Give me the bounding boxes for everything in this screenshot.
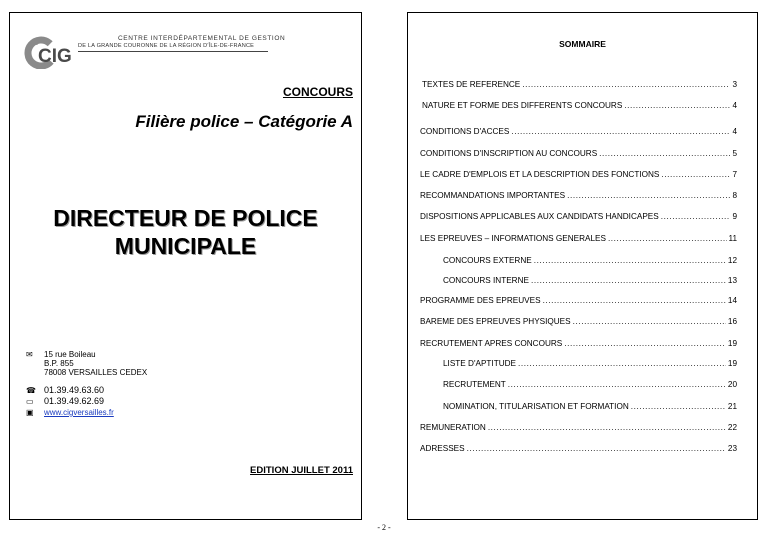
toc-entry-cadre-emplois[interactable] (420, 170, 737, 179)
toc-page-number: 11 (728, 234, 737, 243)
toc-leader (543, 296, 726, 305)
toc-leader (661, 212, 731, 221)
toc-page-number: 22 (727, 423, 737, 432)
toc-leader (573, 317, 726, 326)
address-line-1: 15 rue Boileau (44, 350, 96, 359)
toc-label: NATURE ET FORME DES DIFFERENTS CONCOURS (422, 101, 623, 110)
filiere-heading: Filière police – Catégorie A (135, 112, 353, 131)
toc-page-number: 21 (727, 402, 737, 411)
toc-entry-conditions-acces[interactable] (420, 127, 737, 136)
mail-icon: ✉ (26, 350, 33, 359)
main-title-line-1: DIRECTEUR DE POLICE (53, 205, 318, 231)
toc-page-number: 4 (732, 101, 737, 110)
toc-page-number: 3 (732, 80, 737, 89)
edition-label: EDITION JUILLET 2011 (250, 465, 353, 476)
toc-entry-epreuves-info[interactable] (420, 234, 737, 243)
toc-entry-programme[interactable] (420, 296, 737, 305)
website-link[interactable]: www.cigversailles.fr (44, 408, 114, 417)
toc-entry-nomination[interactable] (443, 402, 737, 411)
computer-icon: ▣ (26, 408, 34, 417)
toc-entry-textes[interactable] (422, 80, 737, 89)
toc-entry-recrutement[interactable] (443, 380, 737, 389)
toc-label: RECOMMANDATIONS IMPORTANTES (420, 191, 566, 200)
toc-label: TEXTES DE REFERENCE (422, 80, 521, 89)
toc-page-number: 14 (727, 296, 737, 305)
toc-label: RECRUTEMENT (443, 380, 506, 389)
toc-page-number: 19 (727, 339, 737, 348)
toc-entry-concours-interne[interactable] (443, 276, 737, 285)
sommaire-heading: SOMMAIRE (559, 39, 606, 49)
toc-entry-liste-aptitude[interactable] (443, 359, 737, 368)
toc-label: REMUNERATION (420, 423, 486, 432)
toc-leader (488, 423, 726, 432)
toc-leader (467, 444, 726, 453)
toc-label: CONDITIONS D'ACCES (420, 127, 510, 136)
toc-leader (599, 149, 730, 158)
main-title (10, 204, 361, 260)
toc-leader (511, 127, 730, 136)
toc-entry-conditions-inscription[interactable] (420, 149, 737, 158)
toc-leader (624, 101, 730, 110)
toc-leader (531, 276, 726, 285)
toc-leader (631, 402, 726, 411)
toc-label: BAREME DES EPREUVES PHYSIQUES (420, 317, 571, 326)
concours-heading: CONCOURS (282, 85, 353, 99)
toc-page-number: 16 (727, 317, 737, 326)
phone-number: 01.39.49.63.60 (44, 385, 105, 395)
toc-leader (508, 380, 726, 389)
toc-leader (567, 191, 730, 200)
toc-leader (564, 339, 726, 348)
right-page (407, 12, 758, 520)
toc-label: LISTE D'APTITUDE (443, 359, 516, 368)
address-line-2: B.P. 855 (44, 359, 74, 368)
toc-label: PROGRAMME DES EPREUVES (420, 296, 541, 305)
toc-page-number: 8 (732, 191, 737, 200)
toc-leader (518, 359, 726, 368)
toc-page-number: 7 (732, 170, 737, 179)
toc-entry-concours-externe[interactable] (443, 256, 737, 265)
toc-leader (522, 80, 730, 89)
main-title-line-2: MUNICIPALE (114, 233, 257, 259)
org-line-2: DE LA GRANDE COURONNE DE LA RÉGION D'ÎLE-DE-FRANCE (78, 43, 255, 49)
toc-leader (661, 170, 730, 179)
toc-page-number: 23 (727, 444, 737, 453)
toc-label: RECRUTEMENT APRES CONCOURS (420, 339, 563, 348)
toc-page-number: 5 (732, 149, 737, 158)
toc-label: CONCOURS EXTERNE (443, 256, 532, 265)
toc-entry-recommandations[interactable] (420, 191, 737, 200)
toc-label: CONDITIONS D'INSCRIPTION AU CONCOURS (420, 149, 598, 158)
cig-logo (24, 33, 72, 69)
toc-page-number: 4 (732, 127, 737, 136)
toc-label: ADRESSES (420, 444, 465, 453)
toc-page-number: 9 (732, 212, 737, 221)
toc-page-number: 13 (727, 276, 737, 285)
org-line-1: CENTRE INTERDÉPARTEMENTAL DE GESTION (118, 35, 286, 42)
toc-entry-nature[interactable] (422, 101, 737, 110)
toc-label: DISPOSITIONS APPLICABLES AUX CANDIDATS HANDICAPES (420, 212, 659, 221)
toc-leader (608, 234, 727, 243)
toc-entry-bareme[interactable] (420, 317, 737, 326)
logo-text: CIG (38, 46, 72, 67)
toc-leader (534, 256, 726, 265)
toc-page-number: 20 (727, 380, 737, 389)
toc-entry-remuneration[interactable] (420, 423, 737, 432)
toc-entry-adresses[interactable] (420, 444, 737, 453)
phone-icon: ☎ (26, 386, 36, 395)
toc-label: LE CADRE D'EMPLOIS ET LA DESCRIPTION DES FONCTIONS (420, 170, 660, 179)
left-page (9, 12, 362, 520)
page-number: - 2 - (377, 523, 391, 532)
toc-entry-recrutement-apres[interactable] (420, 339, 737, 348)
toc-label: NOMINATION, TITULARISATION ET FORMATION (443, 402, 629, 411)
toc-label: CONCOURS INTERNE (443, 276, 529, 285)
org-divider (78, 51, 268, 52)
toc-label: LES EPREUVES – INFORMATIONS GENERALES (420, 234, 606, 243)
fax-number: 01.39.49.62.69 (44, 396, 105, 406)
toc-entry-handicapes[interactable] (420, 212, 737, 221)
fax-icon: ▭ (26, 397, 34, 406)
address-line-3: 78008 VERSAILLES CEDEX (44, 368, 148, 377)
toc-page-number: 12 (727, 256, 737, 265)
toc-page-number: 19 (727, 359, 737, 368)
